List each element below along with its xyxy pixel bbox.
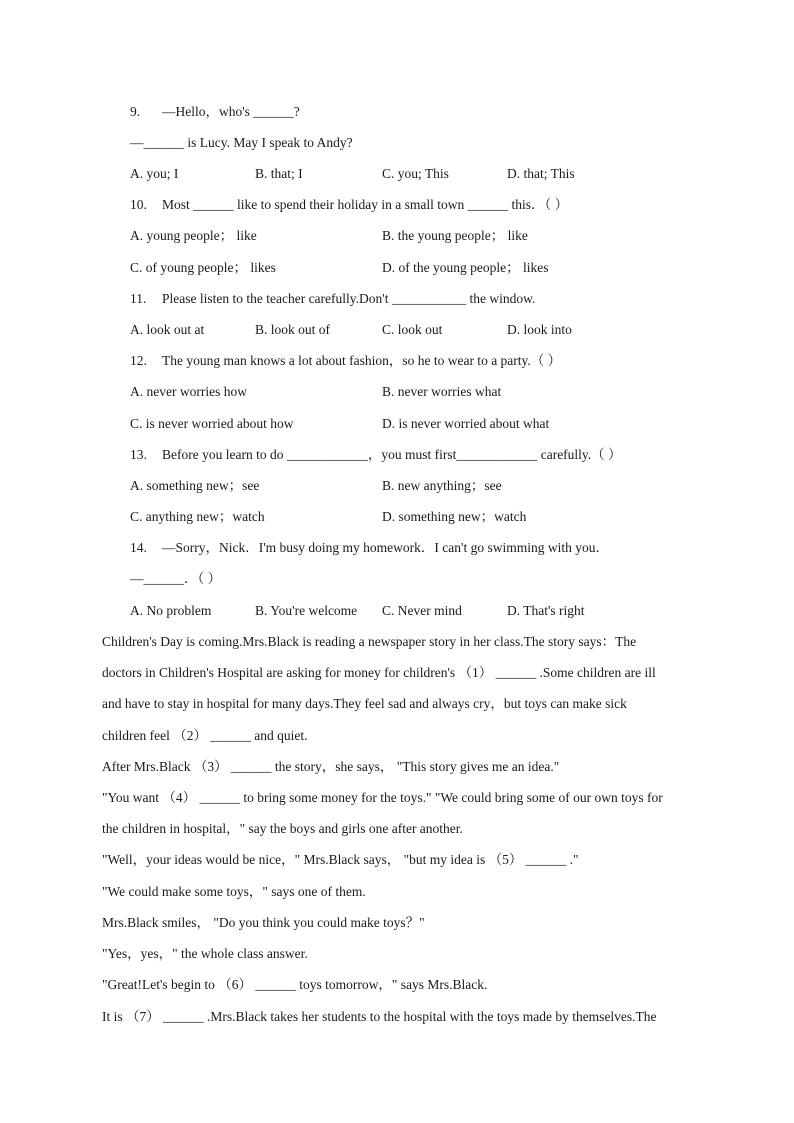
question-number: 11. <box>130 291 147 306</box>
option-b: B. You're welcome <box>255 603 358 618</box>
option-c: C. of young people； likes <box>130 260 276 275</box>
passage-line: It is （7） ______ .Mrs.Black takes her students to the hospital with the toys made by themselves.The <box>102 1009 657 1024</box>
option-a: A. something new；see <box>130 478 260 493</box>
passage-line: and have to stay in hospital for many days.They feel sad and always cry，but toys can make sick <box>102 696 627 711</box>
option-d: D. something new；watch <box>382 509 527 524</box>
question-13 <box>130 446 622 464</box>
option-b: B. that; I <box>255 166 303 181</box>
passage-line: After Mrs.Black （3） ______ the story，she says， "This story gives me an idea." <box>102 759 560 774</box>
option-b: B. look out of <box>255 322 331 337</box>
option-b: B. new anything；see <box>382 478 502 493</box>
question-14-line2: —______．（ ） <box>130 571 222 586</box>
question-stem: —Hello，who's ______? <box>162 104 300 119</box>
option-d: D. look into <box>507 322 572 337</box>
question-stem: Please listen to the teacher carefully.Don't ___________ the window. <box>162 291 536 306</box>
option-a: A. young people； like <box>130 228 257 243</box>
question-stem: The young man knows a lot about fashion，so he to wear to a party.（ ） <box>162 353 562 368</box>
passage-line: children feel （2） ______ and quiet. <box>102 728 308 743</box>
question-number: 9. <box>130 104 141 119</box>
option-a: A. look out at <box>130 322 205 337</box>
passage-line: "You want （4） ______ to bring some money for the toys." "We could bring some of our own toys for <box>102 790 663 805</box>
option-c: C. anything new；watch <box>130 509 265 524</box>
question-number: 14. <box>130 540 147 555</box>
question-stem: Most ______ like to spend their holiday in a small town ______ this．（ ） <box>162 197 569 212</box>
option-a: A. you; I <box>130 166 179 181</box>
question-14 <box>130 539 609 557</box>
option-c: C. you; This <box>382 166 449 181</box>
passage-line: "Great!Let's begin to （6） ______ toys tomorrow，" says Mrs.Black. <box>102 977 488 992</box>
option-d: D. is never worried about what <box>382 416 550 431</box>
question-stem: Before you learn to do ____________，you must first____________ carefully.（ ） <box>162 447 622 462</box>
option-a: A. never worries how <box>130 384 247 399</box>
option-c: C. Never mind <box>382 603 462 618</box>
option-d: D. of the young people； likes <box>382 260 549 275</box>
passage-line: Children's Day is coming.Mrs.Black is reading a newspaper story in her class.The story says：The <box>102 634 637 649</box>
passage-line: Mrs.Black smiles， "Do you think you could make toys？" <box>102 915 425 930</box>
option-b: B. the young people； like <box>382 228 528 243</box>
question-11 <box>130 290 535 308</box>
question-9-line2: —______ is Lucy. May I speak to Andy? <box>130 135 353 150</box>
option-c: C. is never worried about how <box>130 416 294 431</box>
question-12 <box>130 352 561 370</box>
option-b: B. never worries what <box>382 384 502 399</box>
option-d: D. that; This <box>507 166 575 181</box>
passage-line: doctors in Children's Hospital are asking for money for children's （1） ______ .Some children are ill <box>102 665 656 680</box>
passage-line: the children in hospital，" say the boys and girls one after another. <box>102 821 463 836</box>
question-10 <box>130 196 568 214</box>
question-number: 13. <box>130 447 147 462</box>
question-stem: —Sorry，Nick．I'm busy doing my homework．I can't go swimming with you． <box>162 540 609 555</box>
option-a: A. No problem <box>130 603 212 618</box>
question-9 <box>130 103 300 121</box>
question-number: 10. <box>130 197 147 212</box>
question-number: 12. <box>130 353 147 368</box>
passage-line: "Yes，yes，" the whole class answer. <box>102 946 308 961</box>
option-c: C. look out <box>382 322 443 337</box>
passage-line: "We could make some toys，" says one of them. <box>102 884 366 899</box>
passage-line: "Well，your ideas would be nice，" Mrs.Black says， "but my idea is （5） ______ ." <box>102 852 579 867</box>
option-d: D. That's right <box>507 603 585 618</box>
